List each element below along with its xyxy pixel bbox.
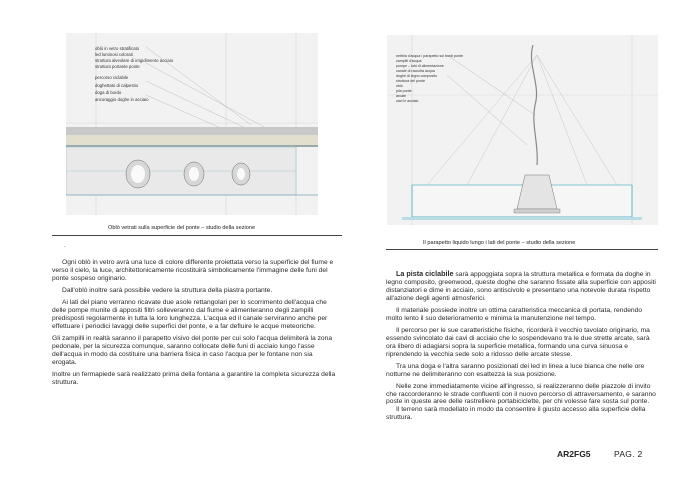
figure-label: doghe di legno composito bbox=[396, 74, 437, 78]
section-drawing-portholes bbox=[66, 33, 318, 215]
right-page bbox=[338, 0, 676, 478]
figure-label: doghettato di calpestio bbox=[95, 83, 139, 88]
paragraph: Tra una doga e l'altra saranno posizionati dei led in linea a luce bianca che nelle ore notturne ne delimiteranno con esattezza la sua posizione. bbox=[386, 362, 645, 378]
figure-caption: Il parapetto liquido lungo i lati del ponte – studio della sezione bbox=[423, 240, 576, 246]
left-body-text bbox=[52, 259, 338, 391]
paragraph: Ai lati del piano verranno ricavate due asole rettangolari per lo scorrimento dell'acqua che delle pompe munite di appositi filtri solleveranno dal fiume e alimenteranno degli zampilli predisposti regolarmente in tutta la loro lunghezza. L'acqua ed il canale serviranno anche per effettuare i periodici lavaggi delle superfici del ponte, e a far defluire le acque meteoriche. bbox=[52, 299, 328, 330]
figure-label: pila ponte bbox=[396, 89, 412, 93]
paragraph: Nelle zone immediatamente vicine all'ingresso, si realizzeranno delle piazzole di invito che raccorderanno le strade confluenti con il nuovo percorso di attraversamento, e saranno poste in queste aree delle rastrelliere portabiciclette, per chi volesse fare sosta sul ponte. bbox=[386, 382, 656, 406]
figure-label: struttura alveolare di irrigidimento acciaio bbox=[95, 58, 174, 63]
figure-label: nebbia d'acqua / parapetto sui bordi ponte bbox=[396, 54, 464, 58]
section-drawing-liquid-parapet bbox=[387, 35, 658, 225]
paragraph: Il materiale possiede inoltre un ottima caratteristica meccanica di portata, rendendo molto lento il suo deterioramento e minima la manutenzione nel tempo. bbox=[386, 306, 643, 322]
figure-label: struttura del ponte bbox=[396, 79, 425, 83]
page-number: PAG. 2 bbox=[614, 449, 643, 459]
paragraph: Ogni oblò in vetro avrà una luce di colore differente proiettata verso la superficie del fiume e verso il cielo, la luce, architettonicamente ricostituirà simbolicamente l'immagine delle funi del ponte sospeso originario. bbox=[52, 259, 334, 282]
right-body-text bbox=[386, 270, 658, 426]
paragraph: Dall'oblò inoltre sarà possibile vedere la struttura della piastra portante. bbox=[62, 286, 273, 294]
lead-title: La pista ciclabile bbox=[396, 269, 454, 278]
figure-label: ancoraggio doghe in acciaio bbox=[95, 97, 149, 102]
figure-label: percorso ciclabile bbox=[95, 75, 129, 80]
stray-mark: . bbox=[64, 243, 66, 249]
figure-label: oblò in vetro stratificato bbox=[95, 46, 140, 51]
paragraph: Il terreno sarà modellato in modo da consentire il giusto accesso alla superficie della struttura. bbox=[386, 406, 646, 422]
caption-rule bbox=[386, 249, 658, 250]
paragraph bbox=[386, 270, 658, 303]
figure-label: cavi in acciaio bbox=[396, 99, 419, 103]
figure-label: canale di raccolta acqua bbox=[396, 69, 435, 73]
paragraph: Inoltre un fermapiede sarà realizzato prima della fontana a garantire la completa sicurezza della struttura. bbox=[52, 370, 336, 386]
document-code: AR2FG5 bbox=[557, 449, 591, 459]
figure-caption: Oblò vetrati sulla superficie del ponte – studio della sezione bbox=[108, 225, 256, 231]
caption-rule bbox=[52, 235, 342, 236]
figure-label: led luminosi colorati bbox=[95, 52, 133, 57]
figure-label: pompe – tubi di alimentazione bbox=[396, 64, 444, 68]
lead-text: sarà appoggiata sopra la struttura metallica e formata da doghe in legno composito, greenwood, queste doghe che saranno fissate alla superficie con appositi distanziatori e dime in acciaio, sono antiscivolo e presentano una notevole durata rispetto all'azione degli agenti atmosferici. bbox=[386, 271, 656, 302]
figure-label: oblò bbox=[396, 84, 403, 88]
figure-label: doga di bordo bbox=[95, 90, 122, 95]
paragraph: Il percorso per le sue caratteristiche fisiche, ricorderà il vecchio tavolato originario, ma essendo svincolato dai cavi di acciaio che lo sospendevano tra le due strette arcate, sarà ora libero di adagiarsi sopra la superficie metallica, formando una curva sinuosa e riprendendo la vecchia sede solo a ridosso delle arcate stesse. bbox=[386, 326, 650, 358]
figure-label: struttura portante ponte bbox=[95, 64, 140, 69]
figure-label: arcate bbox=[396, 94, 406, 98]
figure-label: zampilli d'acqua bbox=[396, 59, 422, 63]
paragraph: Gli zampilli in realtà saranno il parapetto visivo del ponte per cui solo l'acqua delimiterà la zona pedonale, per la sicurezza comunque, saranno collocate delle funi di acciaio lungo l'asse dell'acqua in modo da costituire una barriera fisica in caso l'acqua per le fontane non sia erogata. bbox=[52, 334, 333, 366]
